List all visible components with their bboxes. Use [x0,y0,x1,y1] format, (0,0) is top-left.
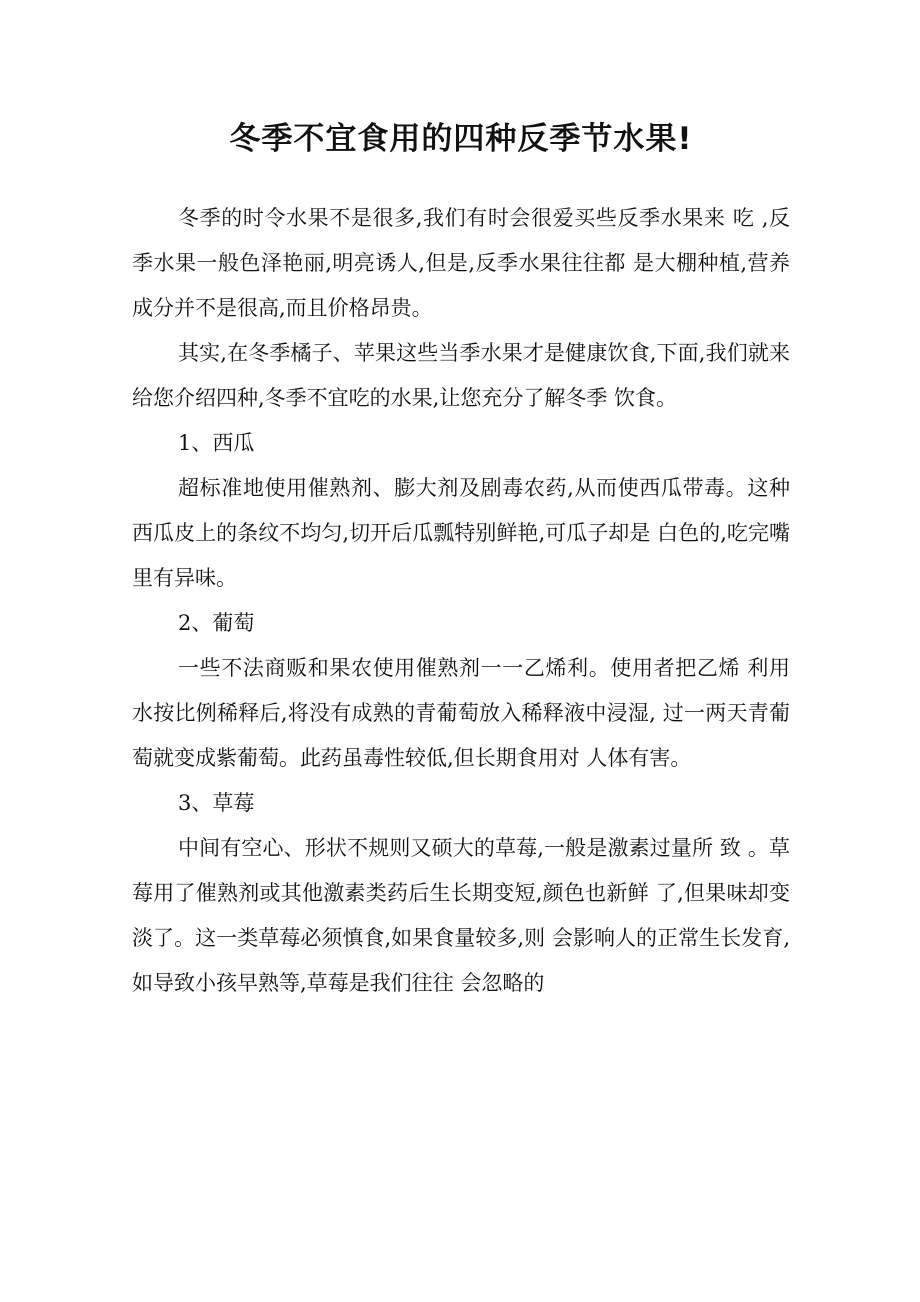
watermelon-paragraph: 超标准地使用催熟剂、膨大剂及剧毒农药,从而使西瓜带毒。这种西瓜皮上的条纹不均匀,切开后瓜瓢特别鲜艳,可瓜子却是 白色的,吃完嘴里有异味。 [132,476,790,590]
section-heading-watermelon: 1、西瓜 [178,431,255,455]
document-title: 冬季不宜食用的四种反季节水果! [229,121,693,157]
grape-paragraph: 一些不法商贩和果农使用催熟剂一一乙烯利。使用者把乙烯 利用水按比例稀释后,将没有成熟的青葡萄放入稀释液中浸湿, 过一两天青葡萄就变成紫葡萄。此药虽毒性较低,但长期食用对 人体有害。 [132,656,790,770]
overview-paragraph: 其实,在冬季橘子、苹果这些当季水果才是健康饮食,下面,我们就来给您介绍四种,冬季不宜吃的水果,让您充分了解冬季 饮食。 [132,341,790,410]
intro-paragraph: 冬季的时令水果不是很多,我们有时会很爱买些反季水果来 吃 ,反季水果一般色泽艳丽,明亮诱人,但是,反季水果往往都 是大棚种植,营养成分并不是很高,而且价格昂贵。 [132,206,790,320]
section-heading-grape: 2、葡萄 [178,611,255,635]
section-heading-strawberry: 3、草莓 [178,791,255,815]
strawberry-paragraph: 中间有空心、形状不规则又硕大的草莓,一般是激素过量所 致 。草莓用了催熟剂或其他激素类药后生长期变短,颜色也新鲜 了,但果味却变淡了。这一类草莓必须慎食,如果食量较多,则 会影响人的正常生长发育,如导致小孩早熟等,草莓是我们往往 会忽略的 [132,836,790,995]
